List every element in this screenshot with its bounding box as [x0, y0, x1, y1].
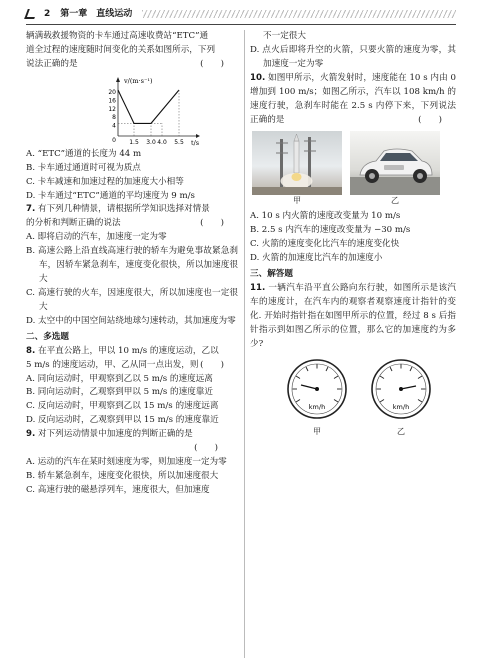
corner-mark-icon: [24, 9, 38, 19]
q7-option-a: A. 即将启动的汽车，加速度一定为零: [26, 232, 167, 243]
q8-stem-line: 5 m/s 的速度运动，甲、乙从同一点出发，则 ( ): [26, 359, 238, 373]
y-tick-label: 4: [112, 122, 116, 130]
velocity-curve: [118, 90, 179, 123]
x-tick-label: 1.5: [129, 138, 139, 146]
q7-option-b: B. 高速公路上沿直线高速行驶的轿车为避免事故紧急刹车，因轿车紧急刹车，速度变化很快，所以加速度很大: [26, 246, 238, 285]
speedometer-dial-icon: [368, 358, 434, 420]
section-multi-choice: 二、多选题: [26, 331, 69, 342]
q6-option-d: D. 卡车通过“ETC”通道的平均速度为 9 m/s: [26, 190, 195, 201]
chapter-title: 第一章 直线运动: [60, 8, 133, 19]
svg-text:km/h: km/h: [392, 402, 410, 411]
answer-paren: ( ): [418, 114, 442, 125]
q10-stem: 10. 如图甲所示，火箭发射时，速度能在 10 s 内由 0 增加到 100 m/s；如图乙所示，汽车以 108 km/h 的速度行驶，急刹车时能在 2.5 s 内停下来，下列说法正确的是 ( ): [250, 72, 456, 128]
y-tick-label: 20: [108, 88, 116, 96]
q9-option-a: A. 运动的汽车在某时刻速度为零，则加速度一定为零: [26, 457, 227, 468]
q10-option-c: C. 火箭的速度变化比汽车的速度变化快: [250, 239, 400, 250]
q6-stem-line: 道全过程的速度随时间变化的关系如图所示，下列: [26, 44, 216, 55]
page-number: 2: [44, 8, 51, 19]
q6-stem-line: 辆满载救援物资的卡车通过高速收费站“ETC”通: [26, 31, 209, 41]
velocity-time-graph: [96, 74, 206, 146]
answer-paren: ( ): [200, 359, 224, 370]
gauge-caption: 甲: [313, 426, 321, 436]
x-tick-label: 3.0: [146, 138, 156, 146]
column-divider: [244, 30, 245, 658]
q6-option-c: C. 卡车减速和加速过程的加速度大小相等: [26, 176, 184, 187]
x-tick-label: 5.5: [174, 138, 184, 146]
q8-option-b: B. 同向运动时，乙观察到甲以 5 m/s 的速度靠近: [26, 387, 213, 398]
section-problem-solving: 三、解答题: [250, 269, 293, 280]
q10-photos: [250, 131, 456, 208]
page-header: [26, 6, 456, 22]
q8-option-a: A. 同向运动时，甲观察到乙以 5 m/s 的速度远离: [26, 373, 213, 384]
speedometer-dial-icon: [284, 358, 350, 420]
y-tick-label: 0: [112, 136, 116, 144]
gauge-caption: 乙: [397, 426, 405, 436]
left-column: [26, 30, 238, 498]
q9-option-d: D. 点火后即将升空的火箭，只要火箭的速度为零，其加速度一定为零: [250, 44, 456, 69]
q9-option-c: C. 高速行驶的磁悬浮列车，速度很大，但加速度: [26, 484, 210, 495]
car-image: [350, 131, 440, 195]
header-rule: [26, 24, 456, 25]
y-tick-label: 8: [112, 113, 116, 121]
q9-option-b: B. 轿车紧急刹车，速度变化很快，所以加速度很大: [26, 470, 219, 481]
speedometer-a: [284, 358, 350, 439]
q8-option-d: D. 反向运动时，乙观察到甲以 15 m/s 的速度靠近: [26, 415, 219, 426]
speedometer-b: [368, 358, 434, 439]
q8-stem: 8. 在平直公路上，甲以 10 m/s 的速度运动，乙以: [26, 345, 219, 356]
q9-stem: 9. 对下列运动情景中加速度的判断正确的是: [26, 429, 193, 440]
y-axis-arrow-icon: [116, 77, 120, 82]
q6-option-a: A. “ETC”通道的长度为 44 m: [26, 148, 142, 159]
q7-stem-line: 的分析和判断正确的说法 ( ): [26, 217, 238, 231]
photo-caption: 乙: [391, 196, 399, 206]
speedometer-figures: [250, 358, 456, 439]
y-tick-label: 12: [108, 105, 116, 113]
header-hatch-decoration: [142, 10, 456, 18]
q6-stem-line: 说法正确的是 ( ): [26, 58, 238, 72]
q7-stem: 7. 有下列几种情景，请根据所学知识选择对情景: [26, 204, 210, 215]
q7-option-c: C. 高速行驶的火车，因速度很大，所以加速度也一定很大: [26, 287, 238, 312]
q8-option-c: C. 反向运动时，甲观察到乙以 15 m/s 的速度远离: [26, 401, 219, 412]
q10-option-a: A. 10 s 内火箭的速度改变量为 10 m/s: [250, 211, 401, 222]
x-tick-label: 4.0: [157, 138, 167, 146]
rocket-image: [252, 131, 342, 195]
answer-paren: ( ): [200, 58, 224, 69]
q9-option-c-cont: 不一定很大: [263, 31, 306, 41]
answer-paren: ( ): [194, 443, 218, 454]
y-tick-label: 16: [108, 97, 116, 105]
right-column: [250, 30, 456, 439]
car-photo: [350, 131, 440, 208]
answer-paren: ( ): [200, 218, 224, 229]
q11-stem: 11. 一辆汽车沿平直公路向东行驶，如图所示是该汽车的速度计，在汽车内的观察者观察速度计指针的变化. 开始时指针指在如图甲所示的位置，经过 8 s 后指针指示到如图乙所示的位置，那么它的加速度约为多少?: [250, 283, 456, 349]
photo-caption: 甲: [293, 196, 301, 206]
y-axis-label: v/(m·s⁻¹): [124, 76, 153, 85]
q7-option-d: D. 太空中的中国空间站绕地球匀速转动，其加速度为零: [26, 315, 236, 326]
x-axis-label: t/s: [191, 138, 200, 146]
svg-text:km/h: km/h: [308, 402, 326, 411]
q10-option-d: D. 火箭的加速度比汽车的加速度小: [250, 253, 383, 264]
q6-option-b: B. 卡车通过通道时可视为质点: [26, 162, 141, 173]
q10-option-b: B. 2.5 s 内汽车的速度改变量为 −30 m/s: [250, 225, 411, 236]
rocket-photo: [252, 131, 342, 208]
x-axis-arrow-icon: [196, 134, 200, 138]
